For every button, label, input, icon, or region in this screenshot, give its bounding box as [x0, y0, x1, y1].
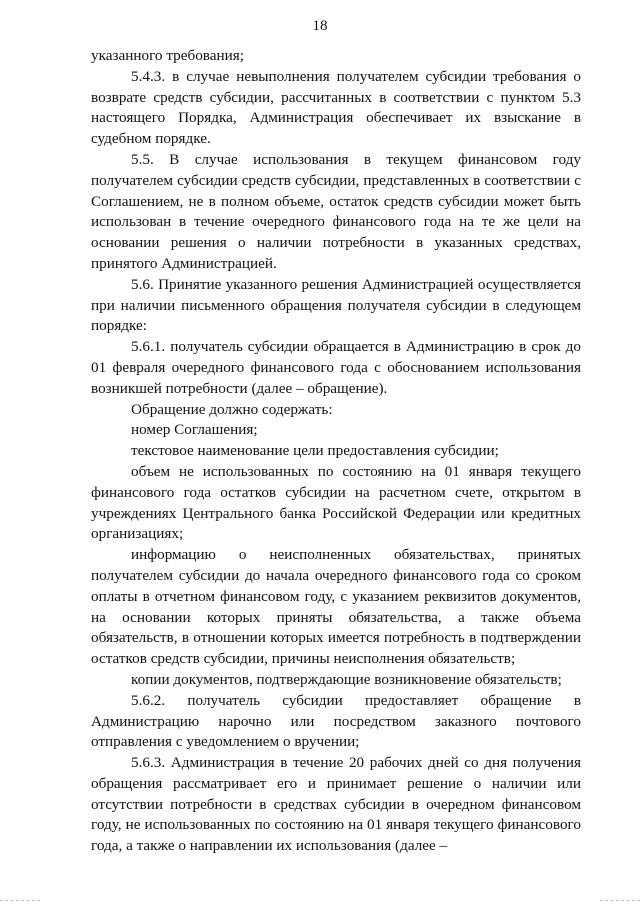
- document-body: [91, 46, 581, 857]
- paragraph-continuation: указанного требования;: [91, 47, 244, 64]
- list-item-purpose-name: текстовое наименование цели предоставления субсидии;: [131, 442, 499, 460]
- paragraph-5-6: 5.6. Принятие указанного решения Администрацией осуществляется при наличии письменного обращения получателя субсидии в следующем порядке:: [91, 275, 581, 335]
- paragraph-5-6-2: 5.6.2. получатель субсидии предоставляет обращение в Администрацию нарочно или посредством заказного почтового отправления с уведомлением о вручении;: [91, 691, 581, 751]
- paragraph-request-contents: Обращение должно содержать:: [131, 400, 333, 418]
- paragraph-5-6-1: 5.6.1. получатель субсидии обращается в Администрацию в срок до 01 февраля очередного финансового года с обоснованием использования возникшей потребности (далее – обращение).: [91, 338, 581, 397]
- list-item-agreement-number: номер Соглашения;: [131, 421, 258, 439]
- page-number: 18: [312, 18, 328, 34]
- paragraph-5-4-3: 5.4.3. в случае невыполнения получателем субсидии требования о возврате средств субсидии, рассчитанных в соответствии с пунктом 5.3 настоящего Порядка, Администрация обеспечивает их взыскание в судебном порядке.: [91, 67, 581, 148]
- paragraph-5-5: 5.5. В случае использования в текущем финансовом году получателем субсидии средств субсидии, представленных в соответствии с Соглашением, не в полном объеме, остаток средств субсидии может быть использован в течение очередного финансового года на те же цели на основании решения о наличии потребности в указанных средствах, принятого Администрацией.: [91, 150, 581, 272]
- list-item-document-copies: копии документов, подтверждающие возникновение обязательств;: [131, 670, 562, 688]
- paragraph-5-6-3: 5.6.3. Администрация в течение 20 рабочих дней со дня получения обращения рассматривает его и принимает решение о наличии или отсутствии потребности в средствах субсидии в очередном финансовом году, не использованных по состоянию на 01 января текущего финансового года, а также о направлении их использования (далее –: [91, 754, 581, 855]
- scan-edge-right: [600, 900, 640, 902]
- scan-edge-left: [0, 900, 40, 902]
- list-item-unused-balance: объем не использованных по состоянию на 01 января текущего финансового года остатков субсидии на расчетном счете, открытом в учреждениях Центрального банка Российской Федерации или кредитных организациях;: [91, 462, 581, 543]
- list-item-unfulfilled-obligations: информацию о неисполненных обязательствах, принятых получателем субсидии до начала очередного финансового года со сроком оплаты в отчетном финансовом году, с указанием реквизитов документов, на основании которых приняты обязательства, а также объема обязательств, в отношении которых имеется потребность в подтверждении остатков средств субсидии, причины неисполнения обязательств;: [91, 546, 581, 668]
